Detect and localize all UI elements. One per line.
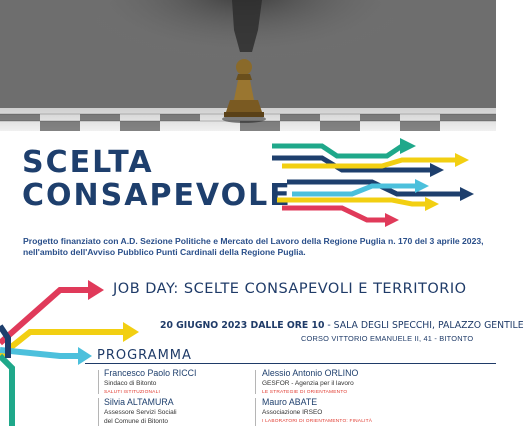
speaker-marker [98, 370, 102, 394]
speaker-note: SALUTI ISTITUZIONALI [104, 390, 160, 395]
project-title [22, 145, 292, 213]
header-photo [0, 0, 496, 131]
title-line-1: SCELTA [22, 145, 154, 180]
speaker-3 [262, 369, 358, 398]
red-program-arrow [0, 290, 90, 343]
funding-line-1: Progetto finanziato con A.D. Sezione Politiche e Mercato del Lavoro della Regione Puglia n. 170 del 3 aprile 2023, [23, 236, 484, 246]
green-program-arrow [0, 356, 12, 426]
program-divider [85, 363, 496, 364]
speaker-name: Francesco Paolo RICCI [104, 368, 197, 378]
red-arrow [282, 208, 387, 220]
speaker-name: Silvia ALTAMURA [104, 397, 174, 407]
funding-line-2: nell'ambito dell'Avviso Pubblico Punti Cardinali della Regione Puglia. [23, 246, 306, 257]
speaker-role: Assessore Servizi Sociali [104, 408, 177, 416]
speaker-name: Alessio Antonio ORLINO [262, 368, 359, 378]
event-venue: - SALA DEGLI SPECCHI, PALAZZO GENTILE [324, 320, 524, 331]
speaker-note: I LABORATORI DI ORIENTAMENTO: FINALITÀ [262, 419, 373, 424]
speaker-2 [104, 398, 177, 427]
speaker-marker [255, 370, 259, 394]
event-address: CORSO VITTORIO EMANUELE II, 41 - BITONTO [301, 334, 474, 343]
speaker-name: Mauro ABATE [262, 397, 318, 407]
speaker-role: Sindaco di Bitonto [104, 379, 157, 387]
speaker-role: GESFOR - Agenzia per il lavoro [262, 379, 354, 387]
program-heading: PROGRAMMA [97, 348, 192, 363]
event-title: JOB DAY: SCELTE CONSAPEVOLI E TERRITORIO [113, 281, 467, 297]
speaker-4 [262, 398, 372, 427]
speaker-1 [104, 369, 196, 398]
speaker-role: Associazione IRSEO [262, 408, 323, 416]
speaker-note: LE STRATEGIE DI ORIENTAMENTO [262, 390, 348, 395]
title-line-2: CONSAPEVOLE [22, 178, 292, 213]
event-date-venue [160, 320, 524, 331]
yellow-arrow-low [277, 200, 427, 204]
logo-arrows-graphic [262, 138, 496, 233]
speaker-role-2: del Comune di Bitonto [104, 418, 168, 425]
chess-pawn-image [0, 0, 496, 131]
speaker-marker [98, 398, 102, 426]
green-arrow [272, 146, 402, 156]
funding-statement [23, 236, 493, 257]
blue-program-arrow [0, 350, 80, 356]
speaker-marker [255, 398, 259, 426]
event-date: 20 GIUGNO 2023 DALLE ORE 10 [160, 320, 325, 331]
